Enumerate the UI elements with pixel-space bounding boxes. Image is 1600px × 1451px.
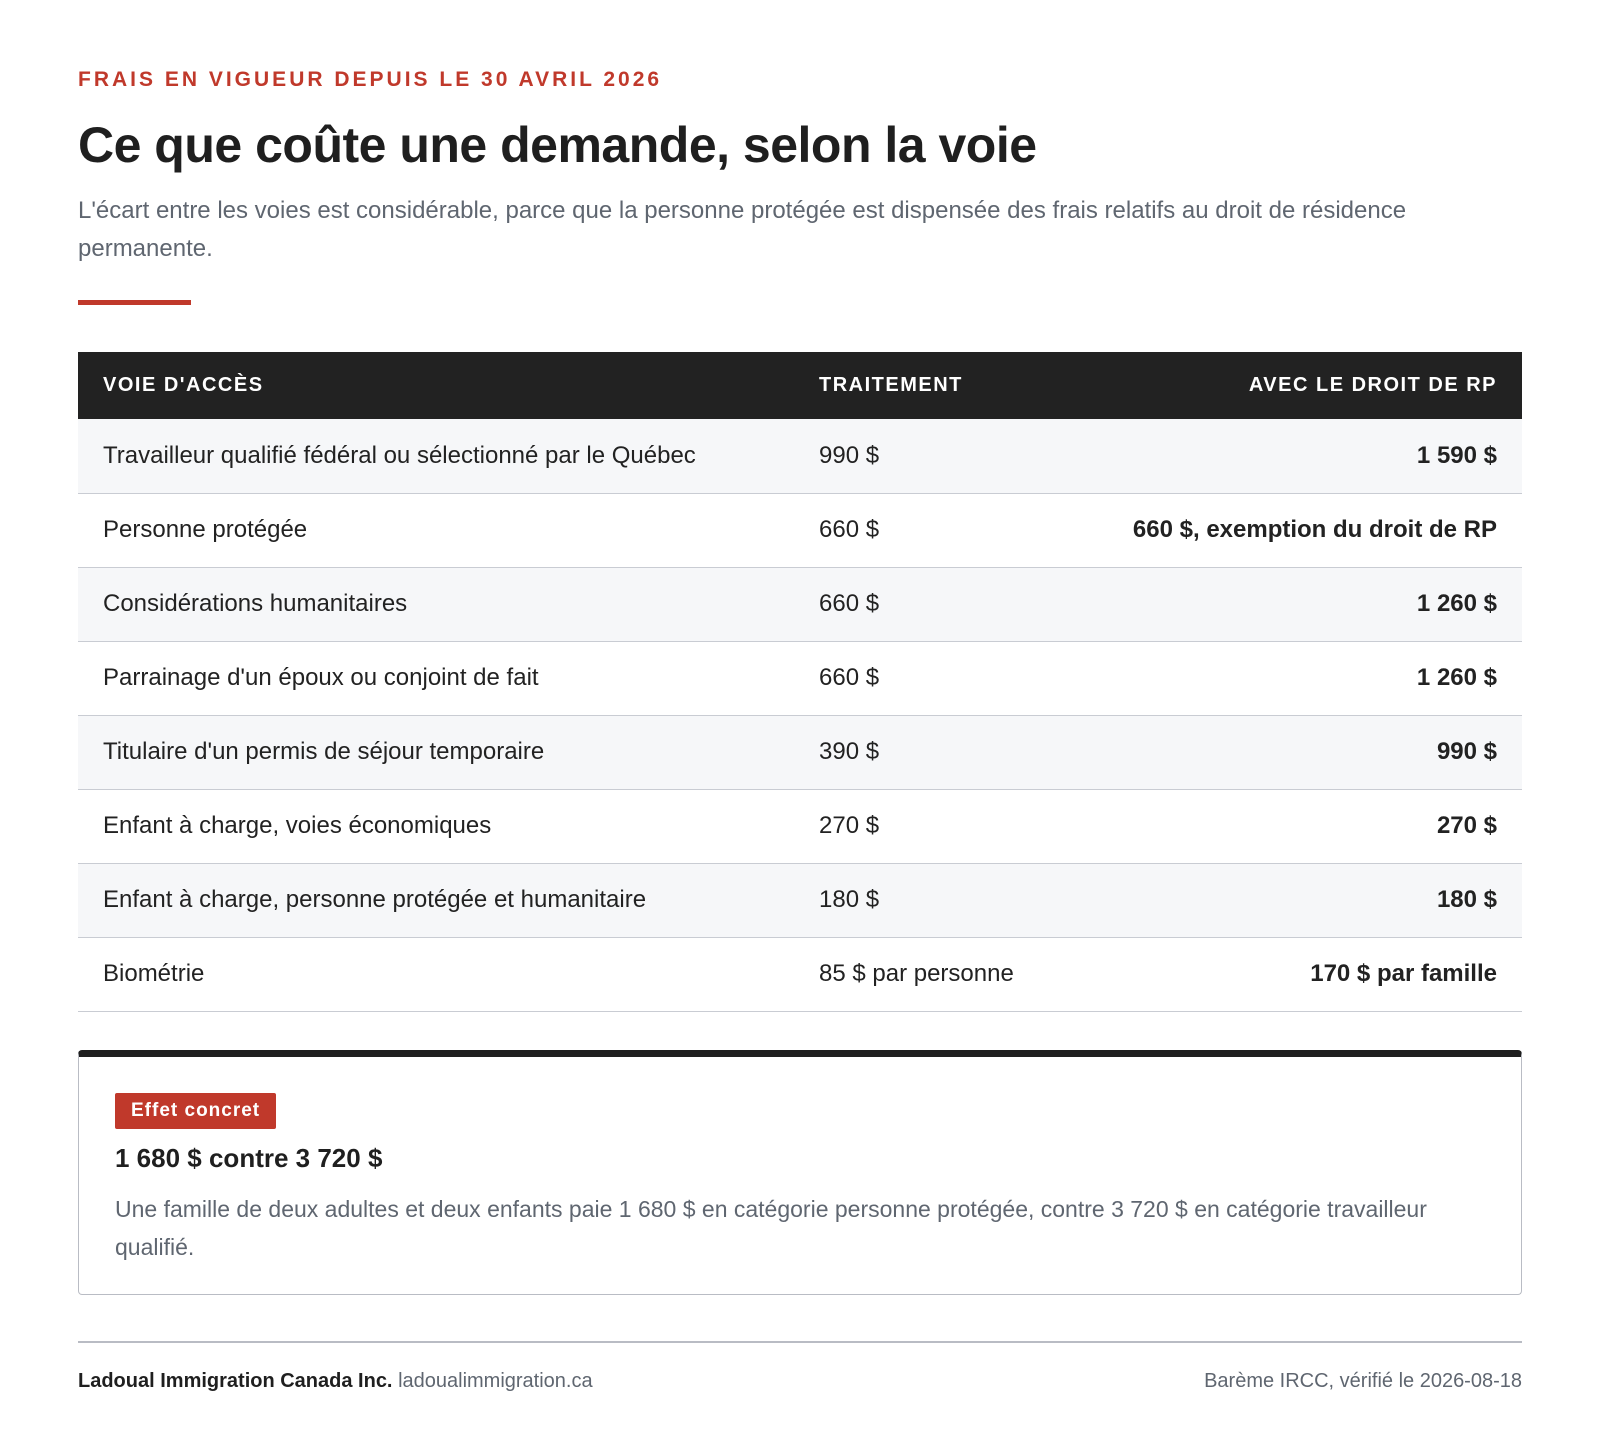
pathway-cell: Considérations humanitaires [78, 567, 794, 641]
total-fee-cell: 990 $ [1094, 715, 1522, 789]
concrete-effect-callout [78, 1050, 1522, 1295]
pathway-cell: Enfant à charge, personne protégée et humanitaire [78, 863, 794, 937]
table-row [78, 937, 1522, 1011]
callout-heading: 1 680 $ contre 3 720 $ [115, 1143, 383, 1173]
callout-badge: Effet concret [115, 1093, 276, 1129]
footer-divider [78, 1341, 1522, 1343]
pathway-cell: Titulaire d'un permis de séjour temporaire [78, 715, 794, 789]
table-row [78, 567, 1522, 641]
footer-org-name: Ladoual Immigration Canada Inc. [78, 1370, 393, 1392]
processing-fee-cell: 390 $ [794, 715, 1094, 789]
fees-table [78, 352, 1522, 1012]
effective-date-eyebrow: FRAIS EN VIGUEUR DEPUIS LE 30 AVRIL 2026 [78, 68, 663, 91]
total-fee-cell: 1 260 $ [1094, 641, 1522, 715]
table-header-row [78, 352, 1522, 419]
pathway-cell: Personne protégée [78, 493, 794, 567]
accent-divider [78, 300, 191, 305]
callout-body: Une famille de deux adultes et deux enfants paie 1 680 $ en catégorie personne protégée, contre 3 720 $ en catégorie travailleur qualifié. [115, 1196, 1427, 1260]
processing-fee-cell: 660 $ [794, 641, 1094, 715]
processing-fee-cell: 270 $ [794, 789, 1094, 863]
pathway-cell: Enfant à charge, voies économiques [78, 789, 794, 863]
processing-fee-cell: 180 $ [794, 863, 1094, 937]
table-row [78, 863, 1522, 937]
pathway-cell: Parrainage d'un époux ou conjoint de fait [78, 641, 794, 715]
footer-credit [78, 1370, 593, 1393]
footer-website: ladoualimmigration.ca [398, 1370, 593, 1392]
footer-source: Barème IRCC, vérifié le 2026-08-18 [1204, 1370, 1522, 1392]
column-header-pathway: VOIE D'ACCÈS [78, 352, 794, 419]
total-fee-cell: 1 260 $ [1094, 567, 1522, 641]
total-fee-cell: 170 $ par famille [1094, 937, 1522, 1011]
total-fee-cell: 180 $ [1094, 863, 1522, 937]
processing-fee-cell: 660 $ [794, 567, 1094, 641]
processing-fee-cell: 660 $ [794, 493, 1094, 567]
pathway-cell: Biométrie [78, 937, 794, 1011]
processing-fee-cell: 990 $ [794, 419, 1094, 493]
table-row [78, 789, 1522, 863]
table-row [78, 715, 1522, 789]
pathway-cell: Travailleur qualifié fédéral ou sélectionné par le Québec [78, 419, 794, 493]
page-title: Ce que coûte une demande, selon la voie [78, 117, 1037, 173]
table-row [78, 493, 1522, 567]
column-header-with-rp-fee: AVEC LE DROIT DE RP [1094, 352, 1522, 419]
total-fee-cell: 1 590 $ [1094, 419, 1522, 493]
total-fee-cell: 660 $, exemption du droit de RP [1094, 493, 1522, 567]
table-row [78, 419, 1522, 493]
page-subtitle: L'écart entre les voies est considérable, parce que la personne protégée est dispensée des frais relatifs au droit de résidence permanente. [78, 197, 1407, 262]
column-header-processing: TRAITEMENT [794, 352, 1094, 419]
table-row [78, 641, 1522, 715]
total-fee-cell: 270 $ [1094, 789, 1522, 863]
processing-fee-cell: 85 $ par personne [794, 937, 1094, 1011]
